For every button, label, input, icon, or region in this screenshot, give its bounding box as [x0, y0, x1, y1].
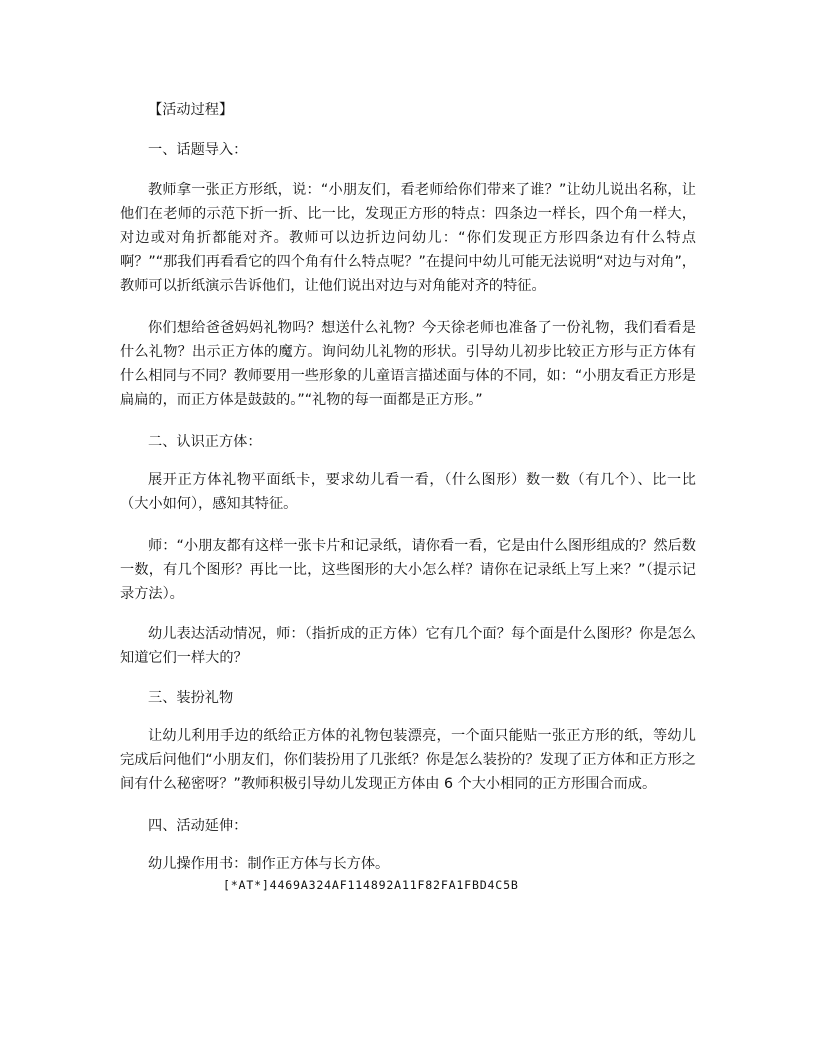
paragraph-gift-cube: 你们想给爸爸妈妈礼物吗？想送什么礼物？今天徐老师也准备了一份礼物，我们看看是什么礼物？出示正方体的魔方。询问幼儿礼物的形状。引导幼儿初步比较正方形与正方体有什么相同与不同？教师要用一些形象的儿童语言描述面与体的不同，如：“小朋友看正方形是扁扁的，而正方体是鼓鼓的。”“礼物的每一面都是正方形。” — [120, 320, 696, 408]
paragraph-decorate: 让幼儿利用手边的纸给正方体的礼物包装漂亮，一个面只能贴一张正方形的纸，等幼儿完成后问他们“小朋友们，你们装扮用了几张纸？你是怎么装扮的？发现了正方体和正方形之间有什么秘密呀？”教师积极引导幼儿发现正方体由 6 个大小相同的正方形围合而成。 — [120, 728, 696, 792]
paragraph-unfold-card: 展开正方体礼物平面纸卡，要求幼儿看一看，（什么图形）数一数（有几个）、比一比（大小如何），感知其特征。 — [120, 472, 696, 512]
section-decorate-gift-heading: 三、装扮礼物 — [148, 690, 234, 706]
section-topic-intro-heading: 一、话题导入： — [148, 142, 248, 158]
document-code: [*AT*]4469A324AF114892A11F82FA1FBD4C5B — [223, 878, 519, 892]
paragraph-intro-folding: 教师拿一张正方形纸，说：“小朋友们，看老师给你们带来了谁？”让幼儿说出名称，让他们在老师的示范下折一折、比一比，发现正方形的特点：四条边一样长，四个角一样大，对边或对角折都能对齐。教师可以边折边问幼儿：“你们发现正方形四条边有什么特点啊？”“那我们再看看它的四个角有什么特点呢？”在提问中幼儿可能无法说明“对边与对角”，教师可以折纸演示告诉他们，让他们说出对边与对角能对齐的特征。 — [120, 182, 696, 294]
section-know-cube-heading: 二、认识正方体： — [148, 434, 262, 450]
paragraph-children-express: 幼儿表达活动情况，师：（指折成的正方体）它有几个面？每个面是什么图形？你是怎么知道它们一样大的？ — [120, 626, 696, 666]
section-extension-heading: 四、活动延伸： — [148, 818, 248, 834]
paragraph-teacher-question: 师：“小朋友都有这样一张卡片和记录纸，请你看一看，它是由什么图形组成的？然后数一数，有几个图形？再比一比，这些图形的大小怎么样？请你在记录纸上写上来？”（提示记录方法）。 — [120, 538, 696, 602]
paragraph-extension: 幼儿操作用书：制作正方体与长方体。 — [148, 856, 390, 872]
activity-process-title: 【活动过程】 — [148, 102, 234, 118]
